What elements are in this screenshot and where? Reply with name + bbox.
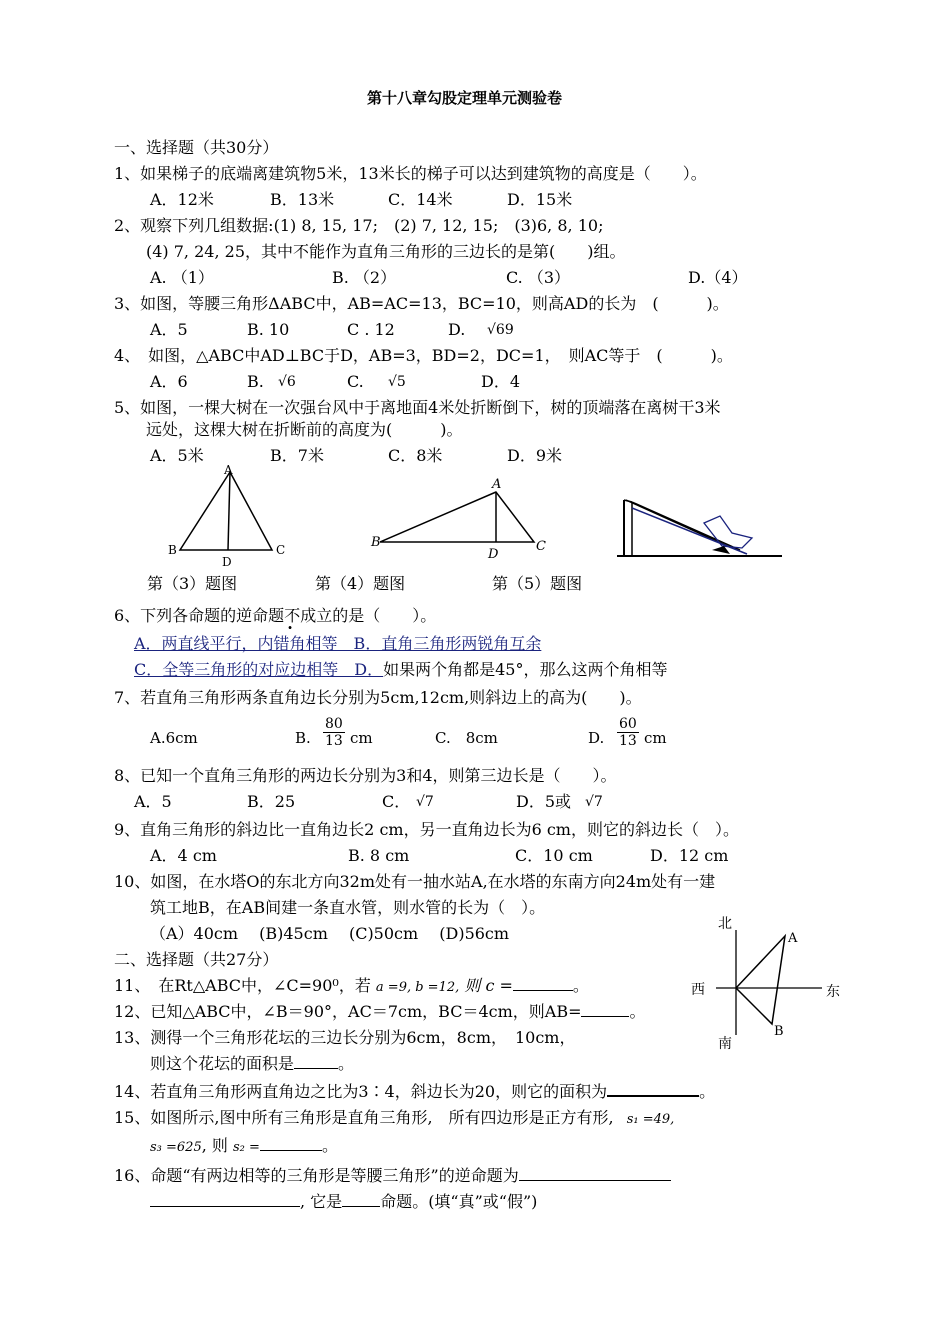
q8-option-c-sqrt: √7 [416,794,434,810]
q15-s3: s₃ =625 [150,1140,202,1155]
page-title: 第十八章勾股定理单元测验卷 [367,89,563,107]
q6-stem-b: 成立的是（ ）。 [300,606,437,625]
q1-option-a: A．12米 [150,190,214,209]
q3-option-b: B. 10 [247,320,290,339]
q16-answer-blank-1[interactable] [519,1180,671,1181]
q9-stem: 9、直角三角形的斜边比一直角边长2 cm，另一直角边长为6 cm，则它的斜边长（ ）。 [114,820,739,839]
figure-4-triangle [366,470,556,565]
q9-option-b: B. 8 cm [348,846,410,865]
q11-given: a =9, b =12, [375,980,460,995]
q8-option-d: D．5或 [516,792,572,811]
q3-stem: 3、如图，等腰三角形ΔABC中，AB=AC=13，BC=10，则高AD的长为 ( )。 [114,294,729,313]
q12-answer-blank[interactable] [581,1016,629,1017]
q7-option-d-denominator: 13 [619,733,637,749]
q1-stem: 1、如果梯子的底端离建筑物5米，13米长的梯子可以达到建筑物的高度是（ ）。 [114,164,707,183]
q7-option-d-unit: cm [644,729,667,747]
q15-then: , 则 [201,1136,228,1155]
q3-option-c: C . 12 [347,320,395,339]
q10-stem-line1: 10、如图，在水塔O的东北方向32m处有一抽水站A,在水塔的东南方向24m处有一建 [114,872,716,891]
q5-option-d: D．9米 [507,446,563,465]
q15-s2: s₂ = [233,1140,260,1155]
q1-option-c: C．14米 [388,190,453,209]
q4-option-b-sqrt: √6 [278,374,296,390]
figure-3-isosceles-triangle [160,462,295,572]
q16-text: 16、命题“有两边相等的三角形是等腰三角形”的逆命题为 [114,1166,519,1185]
q7-option-b-unit: cm [350,729,373,747]
compass-south: 南 [718,1036,732,1052]
q16-text-c: 命题。(填“真”或“假”) [380,1192,538,1211]
figure-5-caption: 第（5）题图 [492,574,583,593]
q6-option-d-text: 如果两个角都是45°，那么这两个角相等 [383,660,668,679]
q15-answer-blank[interactable] [260,1150,322,1151]
q7-option-d-numerator: 60 [619,716,637,732]
q15-text: 15、如图所示,图中所有三角形是直角三角形, 所有四边形是正方有形, [114,1108,614,1127]
fig4-label-d: D [488,547,499,562]
q12 [114,1002,646,1022]
fig4-label-c: C [536,539,546,554]
q6-options-c: C．全等三角形的对应边相等 D． [134,660,384,679]
q15-line1 [114,1108,674,1130]
q2-stem-line1: 2、观察下列几组数据:(1) 8, 15, 17; (2) 7, 12, 15; (3)6, 8, 10; [114,216,604,235]
q5-option-b: B．7米 [270,446,324,465]
q10-options: （A）40cm (B)45cm (C)50cm (D)56cm [150,924,510,943]
figure-3-caption: 第（3）题图 [147,574,238,593]
section-2-heading: 二、选择题（共27分） [114,950,279,969]
q8-option-d-sqrt: √7 [585,794,603,810]
q14-end: 。 [699,1082,716,1101]
q7-option-a: A.6cm [150,729,198,747]
q12-end: 。 [629,1002,646,1021]
fig3-label-a: A [224,463,233,477]
compass-point-b: B [774,1024,784,1039]
q3-option-d: D. [448,320,466,339]
q7-option-d-fraction [617,716,639,749]
q13-end: 。 [338,1054,355,1073]
q9-option-c: C．10 cm [515,846,593,865]
q6-options-ab: A．两直线平行，内错角相等 B．直角三角形两锐角互余 [134,634,542,653]
q16-text-b: , 它是 [300,1192,343,1211]
q2-stem-line2: (4) 7, 24, 25，其中不能作为直角三角形的三边长的是第( )组。 [146,242,626,261]
q15-line2 [150,1136,338,1158]
q7-option-d: D. [588,729,605,747]
q7-option-b: B. [295,729,311,747]
q6-stem-emphasis: 不 [284,606,301,625]
q1-option-d: D．15米 [507,190,573,209]
q7-option-b-denominator: 13 [325,733,343,749]
q16-line1 [114,1166,671,1186]
fig3-label-c: C [276,543,286,557]
q13-line1: 13、测得一个三角形花坛的三边长分别为6cm，8cm， 10cm， [114,1028,576,1047]
q16-answer-blank-3[interactable] [342,1206,380,1207]
q5-option-c: C．8米 [388,446,443,465]
q4-option-c-sqrt: √5 [388,374,406,390]
q7-option-c: C. 8cm [435,729,498,747]
fig3-label-b: B [168,543,177,557]
q2-option-a: A. （1） [150,268,214,287]
q6-stem-a: 6、下列各命题的逆命题 [114,606,285,625]
compass-west: 西 [691,982,705,998]
q2-option-c: C. （3） [506,268,571,287]
q8-option-c: C． [382,792,411,811]
q3-option-d-sqrt: √69 [487,322,514,338]
compass-east: 东 [826,984,840,1000]
q16-answer-blank-2[interactable] [150,1206,300,1207]
q14-text: 14、若直角三角形两直角边之比为3∶4，斜边长为20，则它的面积为 [114,1082,608,1101]
figure-5-broken-tree [612,488,787,563]
q7-stem: 7、若直角三角形两条直角边长分别为5cm,12cm,则斜边上的高为( )。 [114,688,642,707]
q6-stem [114,606,436,626]
q5-option-a: A．5米 [150,446,204,465]
q13-line2 [150,1054,354,1074]
q11-text: 11、 在Rt△ABC中，∠C=90⁰，若 [114,976,371,995]
q4-option-d: D．4 [481,372,521,391]
q16-line2 [150,1192,537,1212]
q13-answer-blank[interactable] [294,1068,338,1069]
q2-option-b: B. （2） [332,268,397,287]
q6-options-cd [114,660,667,680]
q4-option-b: B. [247,372,264,391]
q4-option-a: A．6 [150,372,188,391]
q4-stem: 4、 如图，△ABC中AD⊥BC于D，AB=3，BD=2，DC=1， 则AC等于 ( )。 [114,346,733,365]
q4-option-c: C. [347,372,364,391]
q14-answer-blank[interactable] [607,1095,699,1097]
q7-option-b-numerator: 80 [325,716,343,732]
section-1-heading: 一、选择题（共30分） [114,138,279,157]
q11-ask: 则 c = [464,976,513,995]
compass-point-a: A [788,931,798,946]
q11-end: 。 [572,976,589,995]
q11-answer-blank[interactable] [513,990,573,991]
q15-end: 。 [321,1136,338,1155]
q10-stem-line2: 筑工地B，在AB间建一条直水管，则水管的长为（ ）。 [150,898,546,917]
q7-option-b-fraction [323,716,345,749]
q8-stem: 8、已知一个直角三角形的两边长分别为3和4，则第三边长是（ ）。 [114,766,617,785]
fig4-label-a: A [492,477,502,492]
q9-option-d: D．12 cm [650,846,729,865]
q8-option-b: B．25 [247,792,296,811]
q8-option-a: A．5 [134,792,172,811]
q5-stem-line1: 5、如图，一棵大树在一次强台风中于离地面4米处折断倒下，树的顶端落在离树干3米 [114,398,721,417]
q12-text: 12、已知△ABC中，∠B＝90°，AC＝7cm，BC＝4cm，则AB= [114,1002,582,1021]
q14 [114,1082,715,1102]
q15-s1: s₁ =49, [626,1112,675,1127]
fig3-label-d: D [222,555,232,569]
q11 [114,976,589,998]
q3-option-a: A．5 [150,320,188,339]
q1-option-b: B．13米 [270,190,335,209]
q5-stem-line2: 远处，这棵大树在折断前的高度为( )。 [146,420,463,439]
q2-option-d: D.（4） [688,268,748,287]
fig4-label-b: B [371,535,381,550]
figure-4-caption: 第（4）题图 [315,574,406,593]
compass-north: 北 [718,916,732,932]
q9-option-a: A．4 cm [150,846,217,865]
q13-text: 则这个花坛的面积是 [150,1054,295,1073]
figure-10-compass [688,910,848,1055]
